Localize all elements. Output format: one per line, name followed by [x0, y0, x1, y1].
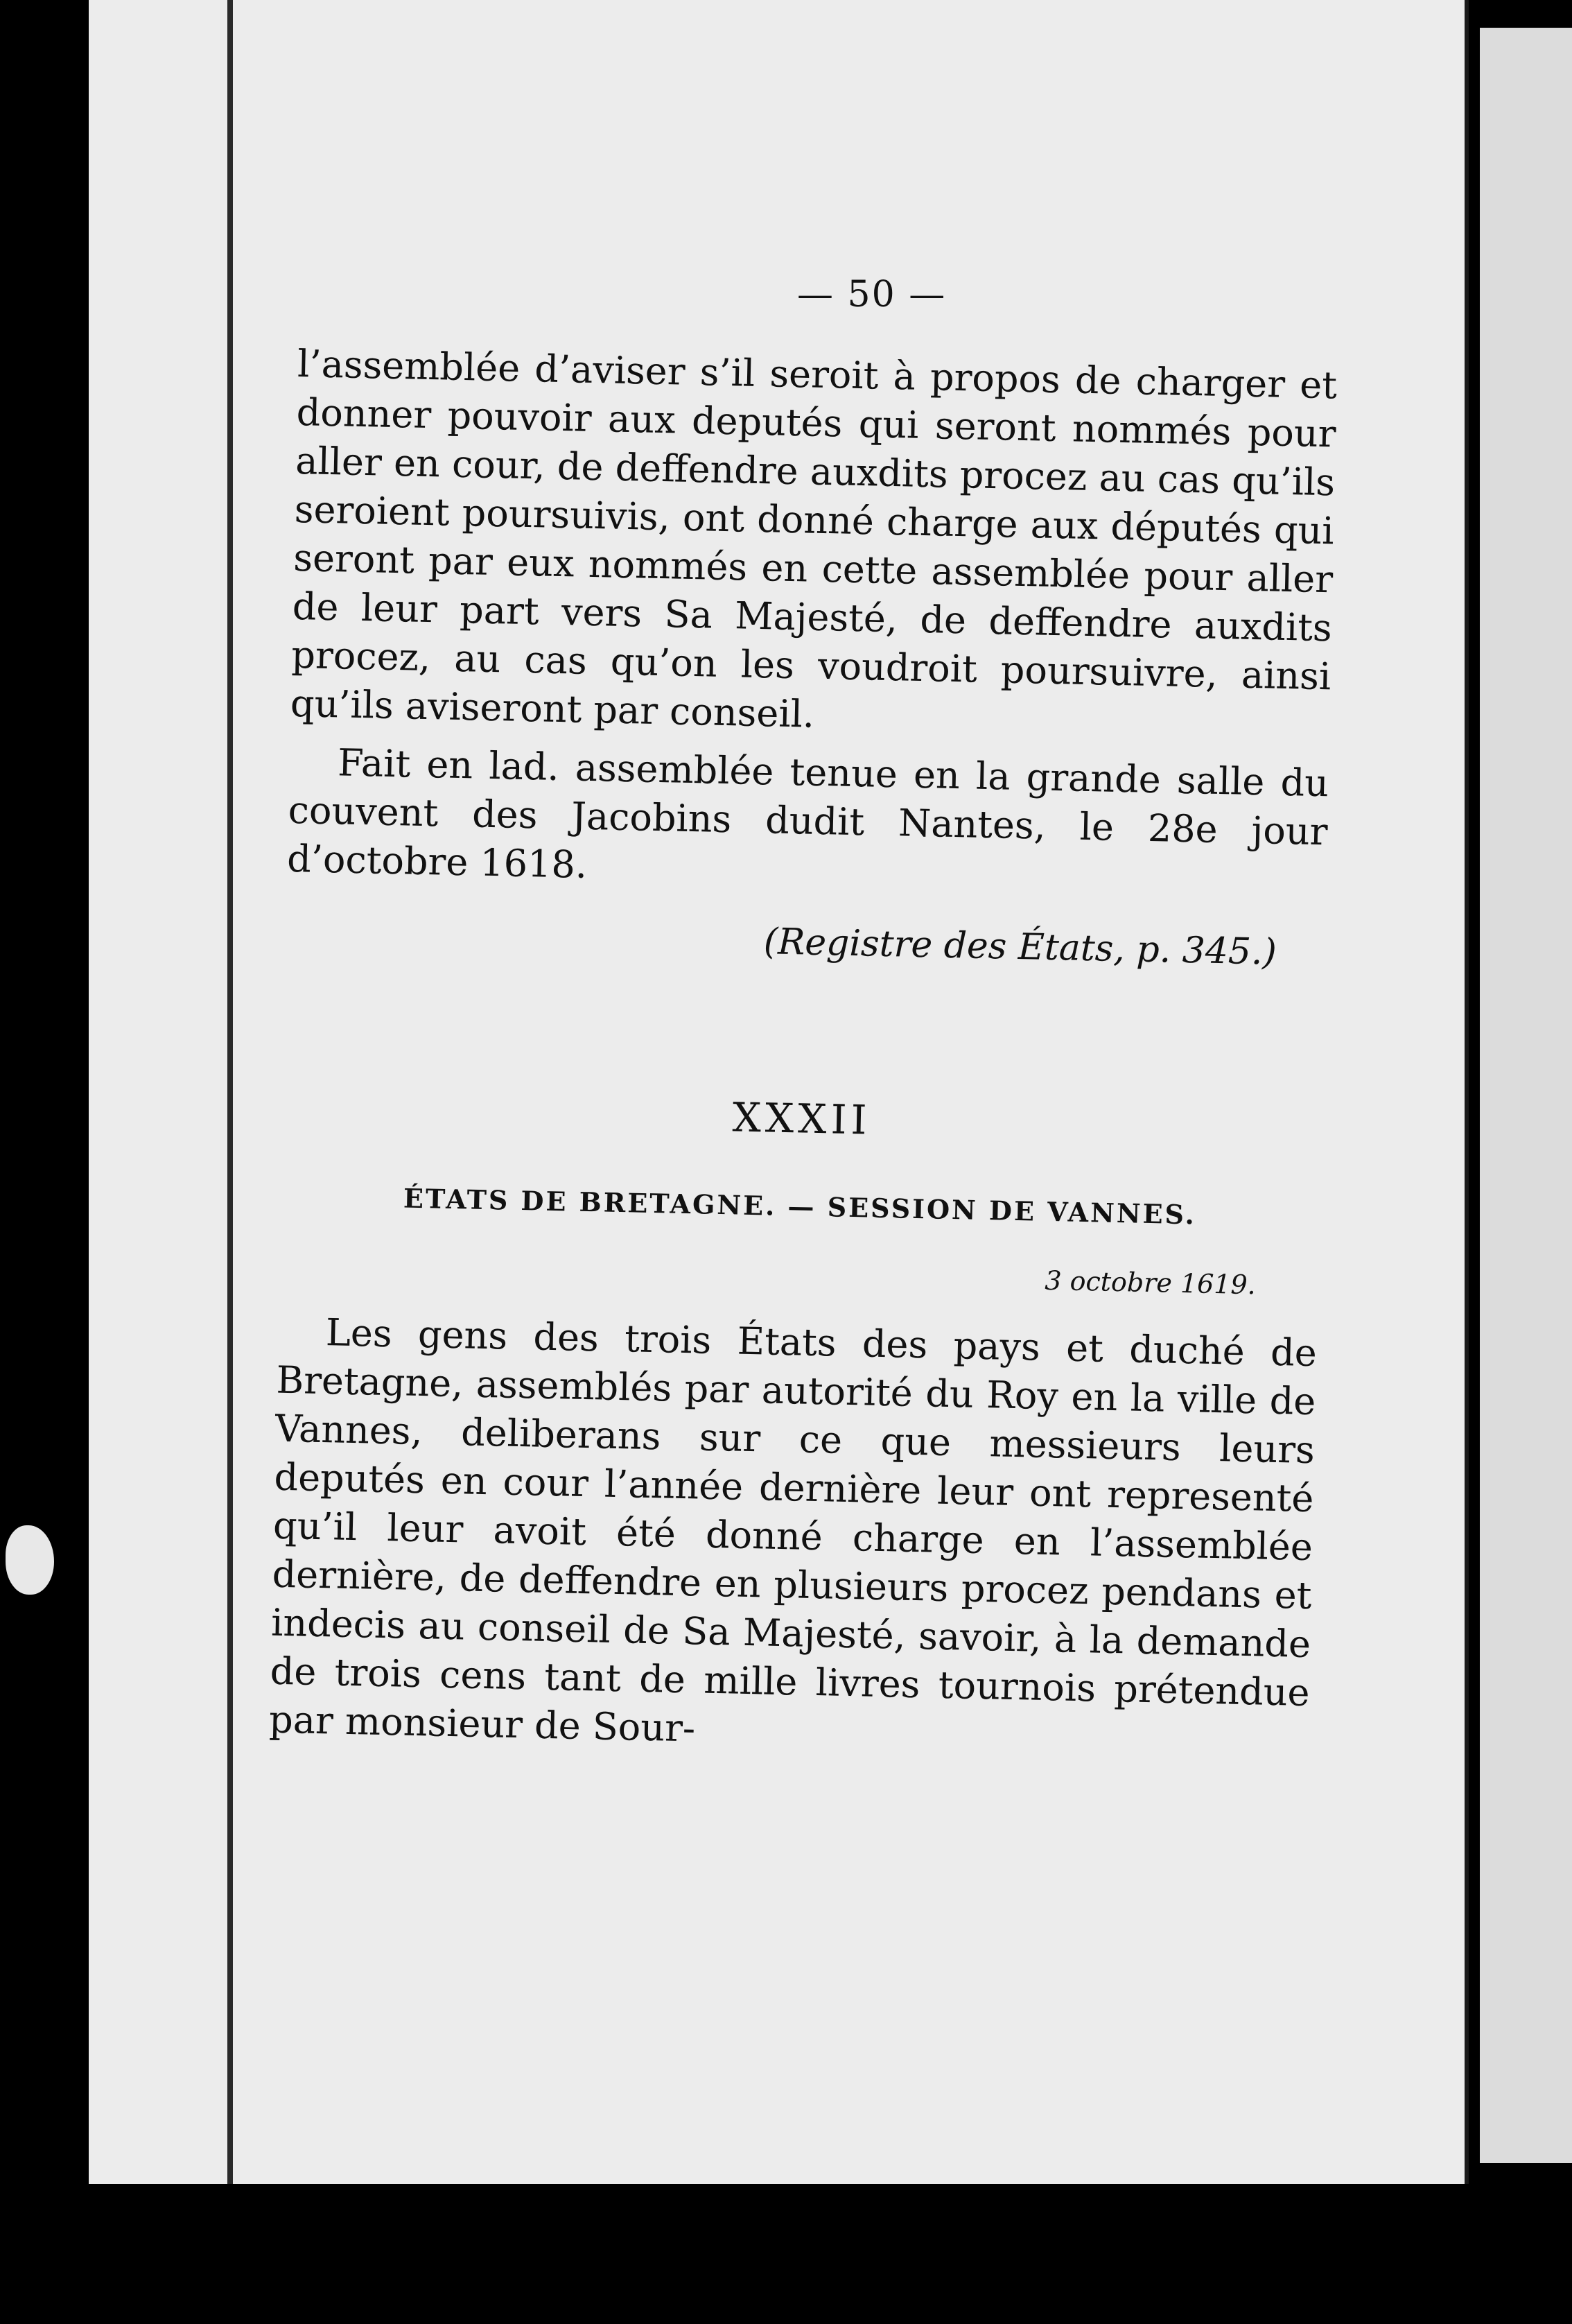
page-text [269, 340, 1338, 1766]
paragraph-signature: Fait en lad. assemblée tenue en la grande salle du couvent des Jacobins dudit Nantes, le 28e jour d’octobre 1618. [286, 740, 1329, 887]
page-number: — 50 — [797, 274, 947, 315]
section-title: ÉTATS DE BRETAGNE. — SESSION DE VANNES. [403, 1182, 1197, 1231]
scan-blot [6, 1525, 54, 1595]
paragraph-body: Les gens des trois États des pays et duché de Bretagne, assemblés par autorité du Roy en la ville de Vannes, deliberans sur ce que messieurs leurs deputés en cour l’année dernière leur ont representé qu’il leur avoit été donné charge en l’assemblée dernière, de deffendre en plusieurs procez pendans et indecis au conseil de Sa Majesté, savoir, à la demande de trois cens tant de mille livres tournois prétendue par monsieur de Sour- [268, 1310, 1318, 1751]
citation: (Registre des États, p. 345.) [763, 921, 1277, 973]
section-number: XXXII [732, 1093, 872, 1144]
date-line: 3 octobre 1619. [1044, 1265, 1257, 1301]
adjacent-page-edge [1480, 28, 1572, 2163]
page-fold-line [227, 0, 233, 2184]
paragraph-continuation: l’assemblée d’aviser s’il seroit à propos de charger et donner pouvoir aux deputés qui seront nommés pour aller en cour, de deffendre auxdits procez au cas qu’ils seroient poursuivis, ont donné charge aux députés qui seront par eux nommés en cette assemblée pour aller de leur part vers Sa Majesté, de deffendre auxdits procez, au cas qu’on les voudroit poursuivre, ainsi qu’ils aviseront par conseil. [290, 341, 1338, 736]
